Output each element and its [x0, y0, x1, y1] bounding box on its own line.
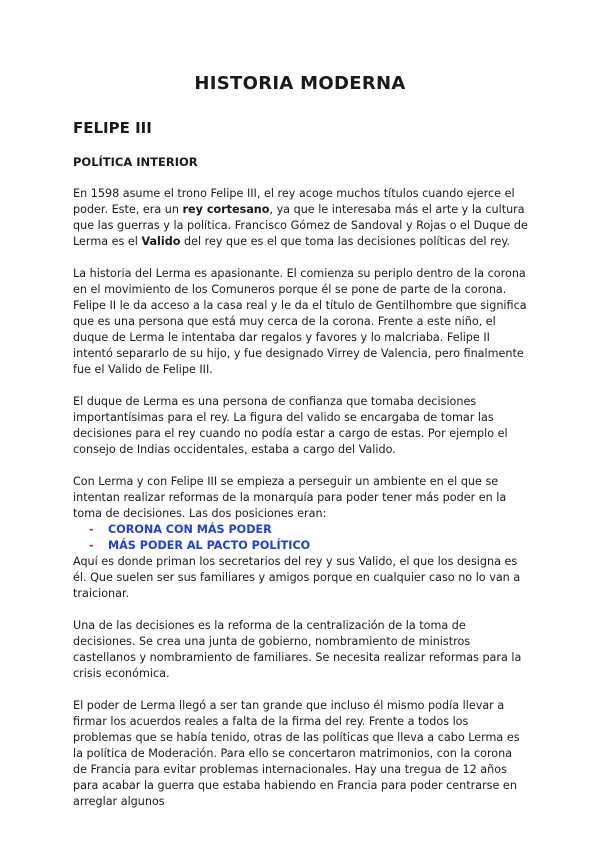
- document-body: [73, 186, 529, 826]
- paragraph-7: El poder de Lerma llegó a ser tan grande que incluso él mismo podía llevar a firmar los acuerdos reales a falta de la firma del rey. Frente a todos los problemas que se había tenido, otras de las políticas que lleva a cabo Lerma es la política de Moderación. Para ello se concertaron matrimonios, con la corona de Francia para evitar problemas internacionales. Hay una tregua de 12 años para acabar la guerra que estaba habiendo en Francia para poder centrarse en arreglar algunos: [73, 699, 520, 808]
- bold-term: rey cortesano: [182, 203, 270, 216]
- list-dash-icon: -: [89, 523, 94, 536]
- paragraph-1: [73, 186, 529, 250]
- paragraph-3: El duque de Lerma es una persona de confianza que tomaba decisiones importantísimas para el rey. La figura del valido se encargaba de tomar las decisiones para el rey cuando no podía estar a cargo de estas. Por ejemplo el consejo de Indias occidentales, estaba a cargo del Valido.: [73, 395, 508, 456]
- list-item: [73, 522, 529, 538]
- paragraph-4: Con Lerma y con Felipe III se empieza a perseguir un ambiente en el que se intentan realizar reformas de la monarquía para poder tener más poder en la toma de decisiones. Las dos posiciones eran:: [73, 475, 507, 520]
- bold-term: Valido: [141, 235, 181, 248]
- document-title: HISTORIA MODERNA: [194, 73, 406, 94]
- list-item-text: MÁS PODER AL PACTO POLÍTICO: [108, 539, 311, 552]
- paragraph-2: La historia del Lerma es apasionante. El comienza su periplo dentro de la corona en el movimiento de los Comuneros porque él se pone de parte de la corona. Felipe II le da acceso a la casa real y le da el título de Gentilhombre que significa que es una persona que está muy cerca de la corona. Frente a este niño, el duque de Lerma le intentaba dar regalos y favores y lo malcriaba. Felipe II intentó separarlo de su hijo, y fue designado Virrey de Valencia, pero finalmente fue el Valido de Felipe III.: [73, 267, 527, 376]
- list-item: [73, 538, 529, 554]
- list-item-text: CORONA CON MÁS PODER: [108, 523, 272, 536]
- text-run: del rey que es el que toma las decisiones políticas del rey.: [180, 235, 510, 248]
- text-run: En 1598 asume el trono Felipe III, el rey acoge muchos títulos cuando ejerce el poder. Este, era un: [73, 187, 515, 216]
- list-dash-icon: -: [89, 539, 94, 552]
- positions-list: [73, 522, 529, 554]
- paragraph-5: Aquí es donde priman los secretarios del rey y sus Valido, el que los designa es él. Que suelen ser sus familiares y amigos porque en cualquier caso no lo van a traicionar.: [73, 555, 521, 600]
- paragraph-6: Una de las decisiones es la reforma de la centralización de la toma de decisiones. Se crea una junta de gobierno, nombramiento de ministros castellanos y nombramiento de familiares. Se necesita realizar reformas para la crisis económica.: [73, 619, 522, 680]
- section-heading: FELIPE III: [73, 119, 152, 137]
- text-run: , ya que le interesaba más el arte y la cultura que las guerras y la política. Francisco Gómez de Sandoval y Rojas o el Duque de Lerma es el: [73, 203, 528, 248]
- subsection-heading: POLÍTICA INTERIOR: [73, 155, 198, 169]
